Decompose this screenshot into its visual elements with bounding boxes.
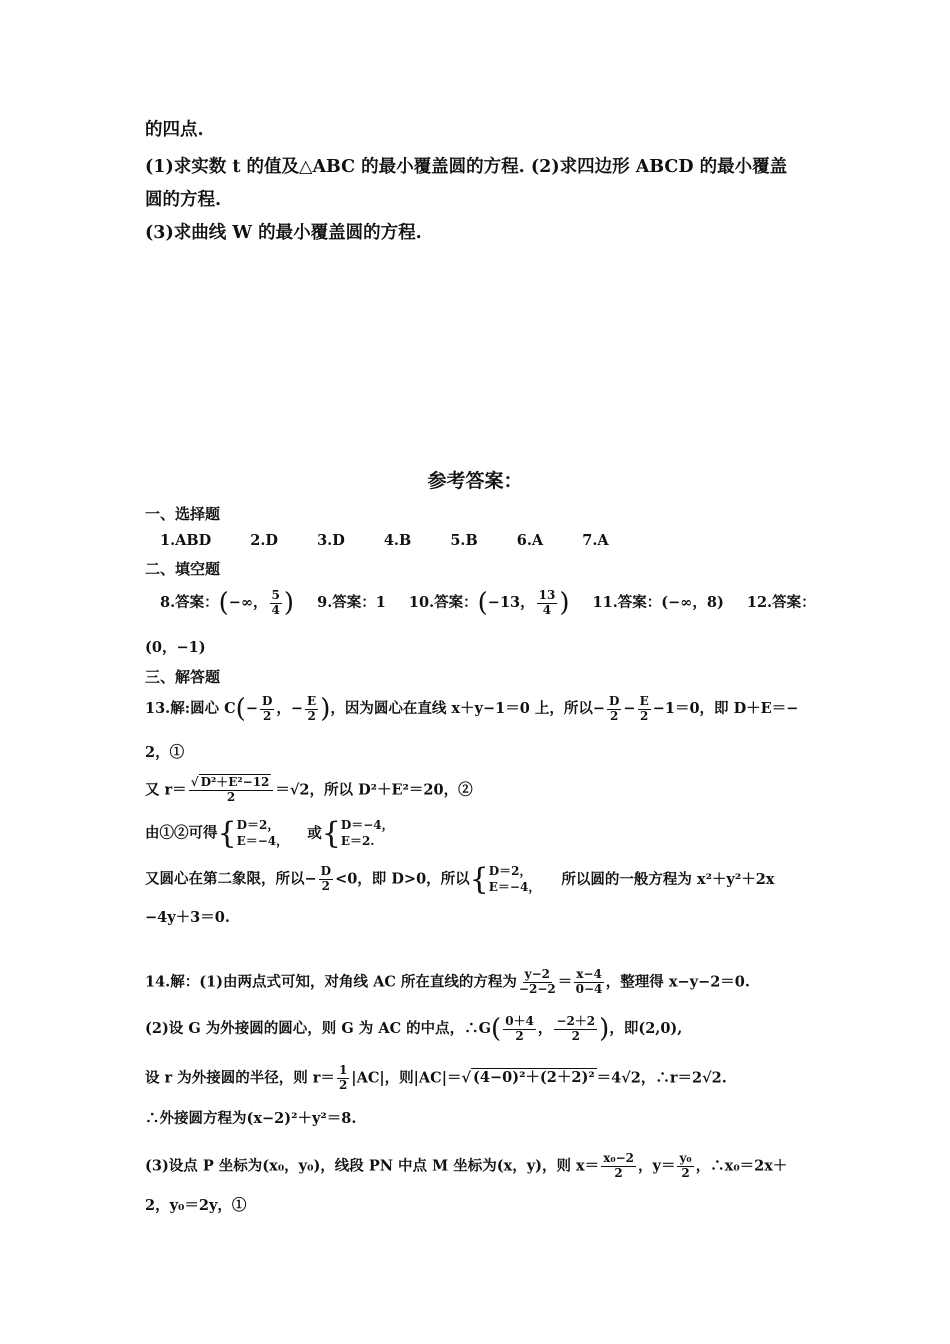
section-solve-heading: 三、解答题 [145,668,221,686]
q13-line-4: 由①②可得 { D＝2， E＝−4， 或 { D＝−4， E＝2. [145,815,394,851]
choice-answer: 6.A [516,532,544,549]
fraction: $\frac{5}{4}$ [271,587,280,617]
fraction: $\frac{\text{√ D²＋E²−12}}{2}$ [189,776,274,805]
system-brace: { D＝2， E＝−4， [217,815,289,851]
answer-8-left: −∞， [228,594,268,611]
choice-answer: 5.B [450,532,478,549]
fraction: $\frac{D}{2}$ [609,693,620,723]
choice-answer: 1.ABD [160,532,212,549]
problem-line-4: (3)求曲线 W 的最小覆盖圆的方程. [145,223,422,243]
fraction: $\frac{x-4}{0-4}$ [575,967,603,996]
fraction: $\frac{D}{2}$ [261,693,273,723]
answer-10-left: −13， [487,594,535,611]
fraction: $\frac{1}{2}$ [338,1063,348,1092]
fraction: $\frac{y-2}{-2-2}$ [518,967,556,996]
choice-answer: 4.B [383,532,412,549]
choice-answer: 2.D [250,532,278,549]
q13-line-6: −4y＋3＝0. [145,909,230,926]
answer-12: 12.答案： [746,594,816,611]
left-paren: ( [218,588,229,618]
system-brace: { D＝−4， E＝2. [321,815,394,851]
q14-line-1: 14.解：(1)由两点式可知，对角线 AC 所在直线的方程为 $\frac{y-2}{-2-2}$ ＝ $\frac{x-4}{0-4}$ ，整理得 x−y−2＝0. [145,967,750,996]
right-paren: ) [559,588,570,618]
choice-answer: 7.A [582,532,609,549]
q13-line-3: 又 r＝ $\frac{\text{√ D²＋E²−12}}{2}$ ＝√2，所以 D²＋E²＝20，② [145,775,473,804]
system-brace: { D＝2， E＝−4， [469,861,541,897]
problem-line-2: (1)求实数 t 的值及△ABC 的最小覆盖圆的方程. (2)求四边形 ABCD 的最小覆盖 [145,157,788,177]
problem-line-1: 的四点. [145,120,204,140]
fraction: $\frac{0+4}{2}$ [505,1013,534,1043]
q13-line-1: 13.解:圆心 C(− $\frac{D}{2}$ ，− $\frac{E}{2}$ )，因为圆心在直线 x＋y−1＝0 上，所以− $\frac{D}{2}$ − $\frac{E}{2}$ −1＝0，即 D＋E＝− [145,693,799,724]
fraction: $\frac{\text{y₀}}{2}$ [679,1151,692,1180]
q14-line-4: ∴外接圆方程为(x−2)²＋y²＝8. [145,1110,357,1127]
answer-8-label: 8.答案： [160,594,219,611]
q13-line-5: 又圆心在第二象限，所以− $\frac{D}{2}$ <0，即 D>0，所以 { D＝2， E＝−4， 所以圆的一般方程为 x²＋y²＋2x [145,861,775,897]
fraction: $\frac{E}{2}$ [639,693,649,723]
answers-title: 参考答案： [427,470,523,492]
fraction: $\frac{-2+2}{2}$ [556,1013,596,1043]
fraction: $\frac{E}{2}$ [307,693,317,723]
choice-answer: 3.D [317,532,345,549]
right-paren: ) [283,588,295,618]
answer-9: 9.答案：1 [317,594,386,611]
section-choice-heading: 一、选择题 [145,505,221,523]
q13-line-2: 2，① [145,744,185,761]
left-paren: ( [477,588,488,618]
choice-answers [160,532,643,549]
fill-answers-line [160,588,816,618]
fraction: $\frac{D}{2}$ [320,864,332,894]
problem-line-3: 圆的方程. [145,190,222,210]
answer-12-continued: (0，−1) [145,639,206,656]
q14-line-3: 设 r 为外接圆的半径，则 r＝ $\frac{1}{2}$ |AC|，则|AC|＝√ (4−0)²＋(2＋2)² ＝4√2，∴r＝2√2. [145,1063,727,1092]
q14-line-2: (2)设 G 为外接圆的圆心，则 G 为 AC 的中点，∴G( $\frac{0+4}{2}$ ， $\frac{-2+2}{2}$ )，即(2,0), [145,1013,683,1044]
fraction: $\frac{13}{4}$ [538,587,556,617]
answer-11: 11.答案：(−∞，8) [592,594,724,611]
section-fill-heading: 二、填空题 [145,560,221,578]
answer-10-label: 10.答案： [408,594,478,611]
fraction: $\frac{\text{x₀−2}}{2}$ [603,1151,635,1180]
q14-line-6: 2，y₀＝2y，① [145,1197,247,1214]
q14-line-5: (3)设点 P 坐标为(x₀，y₀)，线段 PN 中点 M 坐标为(x，y)，则 x＝ $\frac{\text{x₀−2}}{2}$ ，y＝ $\frac{\text{y₀}}{2}$ ，∴x₀＝2x＋ [145,1151,788,1180]
